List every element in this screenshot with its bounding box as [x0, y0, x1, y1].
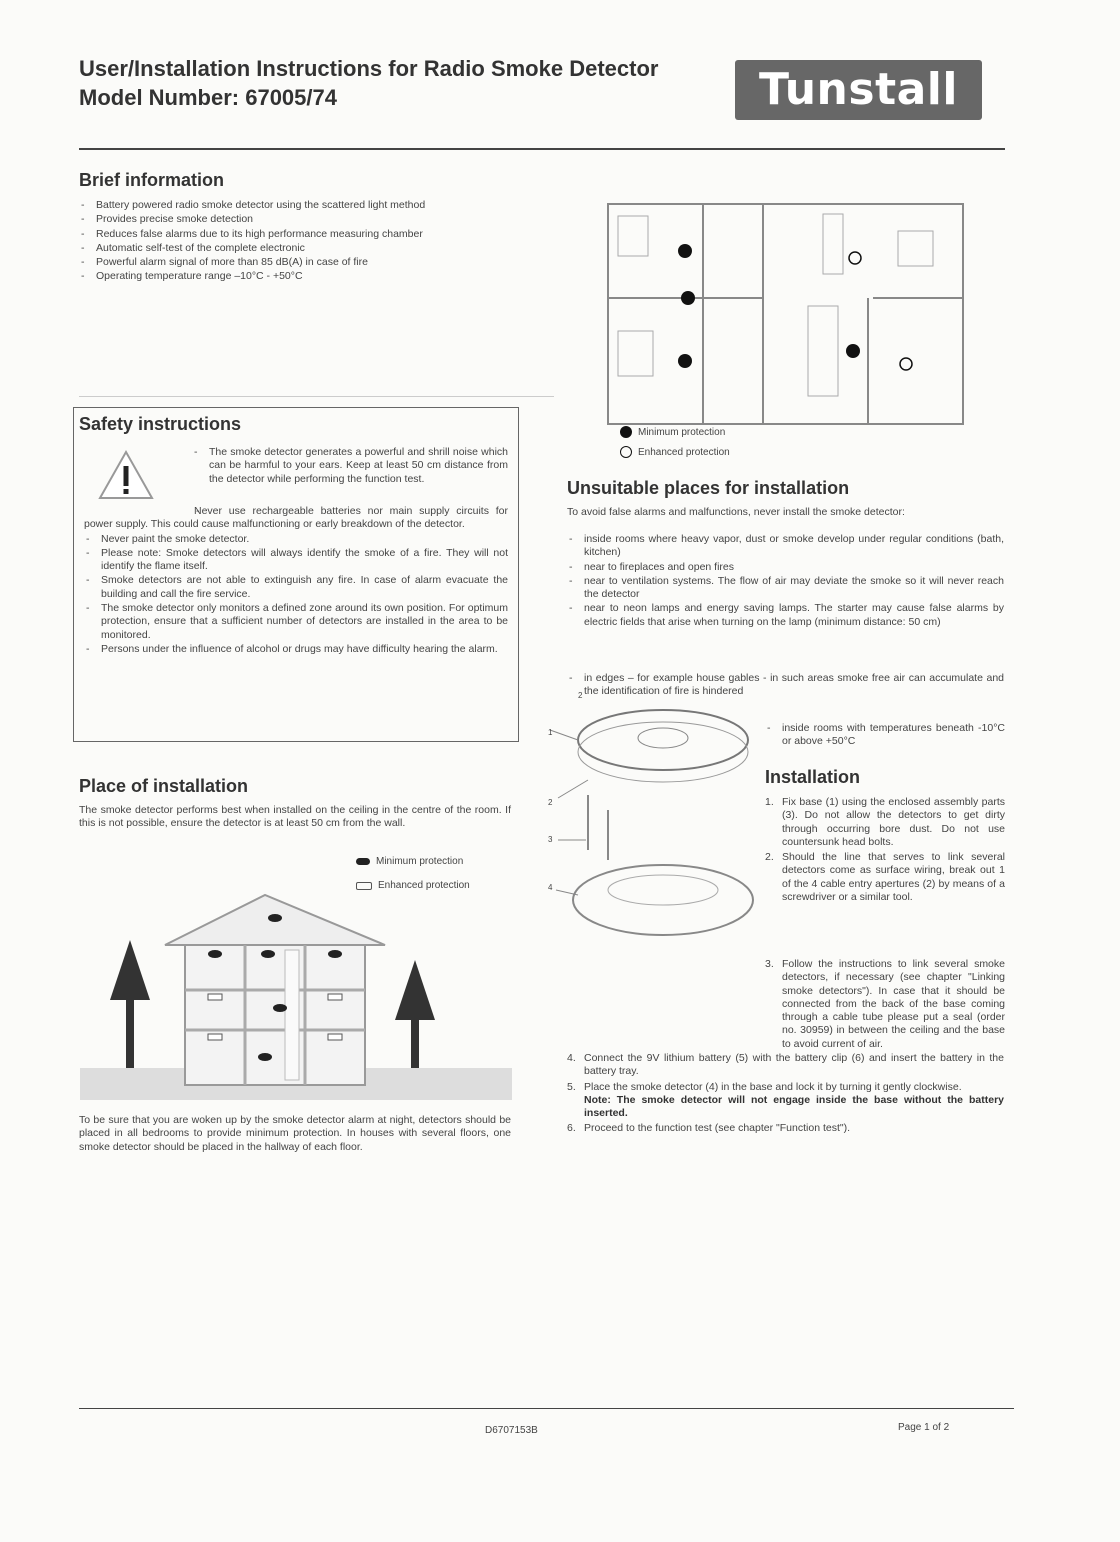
- legend-enhanced: Enhanced protection: [356, 880, 470, 891]
- list-item: - inside rooms where heavy vapor, dust or smoke develop under regular conditions (bath, kitchen): [567, 533, 1004, 560]
- list-item: - Persons under the influence of alcohol or drugs may have difficulty hearing the alarm.: [84, 643, 508, 656]
- tunstall-logo: Tunstall: [735, 60, 982, 120]
- filled-circle-icon: [620, 426, 632, 438]
- list-item: - near to fireplaces and open fires: [567, 561, 1004, 574]
- list-item: - The smoke detector generates a powerful and shrill noise which can be harmful to your ears. Keep at least 50 cm distance from the detector while performing the function test.: [192, 446, 508, 486]
- unsuitable-intro: To avoid false alarms and malfunctions, never install the smoke detector:: [567, 506, 905, 518]
- warning-icon: [98, 448, 154, 507]
- floorplan-legend-enhanced: Enhanced protection: [620, 446, 730, 458]
- installation-note: Note: The smoke detector will not engage inside the base without the battery inserted.: [584, 1093, 1004, 1120]
- enhanced-marker-icon: [356, 882, 372, 890]
- brief-heading: Brief information: [79, 170, 225, 190]
- list-item-text: - in edges – for example house gables - in such areas smoke free air can accumulate and the identification of fire is hindered: [584, 672, 1004, 698]
- legend-minimum: Minimum protection: [356, 856, 463, 867]
- title-line-1: User/Installation Instructions for Radio Smoke Detector: [79, 56, 659, 81]
- detector-base-drawing: [548, 690, 758, 985]
- list-item: - Please note: Smoke detectors will always identify the smoke of a fire. They will not identify the flame itself.: [84, 547, 508, 574]
- divider: [79, 396, 554, 397]
- list-item: - Battery powered radio smoke detector using the scattered light method: [79, 199, 509, 212]
- list-item: - Never use rechargeable batteries nor main supply circuits for power supply. This could cause malfunctioning or early breakdown of the detector.: [84, 505, 508, 532]
- hollow-circle-icon: [620, 446, 632, 458]
- label-2: 2: [578, 691, 583, 700]
- document-title: [79, 54, 658, 112]
- list-item: - Smoke detectors are not able to extinguish any fire. In case of alarm evacuate the building and call the fire service.: [84, 574, 508, 601]
- label-2b: 2: [548, 798, 553, 807]
- place-intro: The smoke detector performs best when installed on the ceiling in the centre of the room. If this is not possible, ensure the detector is at least 50 cm from the wall.: [79, 804, 511, 830]
- brief-list: [79, 199, 509, 285]
- title-line-2: Model Number: 67005/74: [79, 85, 337, 110]
- list-item: - Operating temperature range –10°C - +50°C: [79, 270, 509, 283]
- step-item: 6. Proceed to the function test (see chapter "Function test").: [567, 1122, 851, 1135]
- list-item: - Powerful alarm signal of more than 85 dB(A) in case of fire: [79, 256, 509, 269]
- safety-box: [73, 407, 519, 742]
- label-3: 3: [548, 835, 553, 844]
- list-item: - Provides precise smoke detection: [79, 213, 509, 226]
- step-item: 2. Should the line that serves to link several detectors come as surface wiring, break out 1 of the 4 cable entry apertures (2) by means of a screwdriver or a similar tool.: [765, 851, 1005, 904]
- unsuitable-heading: Unsuitable places for installation: [567, 478, 850, 498]
- floor-plan-illustration: [603, 186, 968, 435]
- footer-rule: [79, 1408, 1014, 1409]
- header-rule: [79, 148, 1005, 150]
- list-item: - inside rooms with temperatures beneath -10°C or above +50°C: [765, 722, 1005, 749]
- list-item: - near to neon lamps and energy saving lamps. The starter may cause false alarms by electric fields that arise when turning on the lamp (minimum distance: 50 cm): [567, 602, 1004, 629]
- place-outro: To be sure that you are woken up by the smoke detector alarm at night, detectors should be placed in all bedrooms to provide minimum protection. In houses with several floors, one smoke detector should be placed in the hallway of each floor.: [79, 1114, 511, 1153]
- minimum-marker-icon: [356, 858, 370, 865]
- label-4: 4: [548, 883, 553, 892]
- step-item: 4. Connect the 9V lithium battery (5) with the battery clip (6) and insert the battery in the battery tray.: [567, 1052, 1004, 1078]
- step-item: 5. Place the smoke detector (4) in the base and lock it by turning it gently clockwise. Note: The smoke detector will not engage inside the base without the battery inserted.: [567, 1080, 1004, 1120]
- list-item: - Reduces false alarms due to its high performance measuring chamber: [79, 228, 509, 241]
- step-item: 1. Fix base (1) using the enclosed assembly parts (3). Do not allow the detectors to get dirty through occurring bore dust. Do not use countersunk head bolts.: [765, 796, 1005, 848]
- step-item: 3. Follow the instructions to link several smoke detectors, if necessary (see chapter "Linking smoke detectors"). In case that it should be connected from the back of the base coming through a cable tube please put a seal (order no. 30959) in between the ceiling and the base to avoid current of air.: [765, 958, 1005, 1050]
- document-code: D6707153B: [485, 1425, 538, 1436]
- floorplan-legend-minimum: Minimum protection: [620, 426, 725, 438]
- page-number: Page 1 of 2: [898, 1422, 950, 1433]
- place-heading: Place of installation: [79, 776, 249, 796]
- safety-heading: Safety instructions: [79, 414, 242, 434]
- label-1: 1: [548, 728, 553, 737]
- list-item: - near to ventilation systems. The flow of air may deviate the smoke so it will never reach the detector: [567, 575, 1004, 602]
- list-item: - Never paint the smoke detector.: [84, 533, 508, 546]
- installation-heading: Installation: [765, 767, 861, 787]
- list-item: - The smoke detector only monitors a defined zone around its own position. For optimum protection, ensure that a sufficient number of detectors are installed in the area to be monitored.: [84, 602, 508, 642]
- list-item: - Automatic self-test of the complete electronic: [79, 242, 509, 255]
- house-illustration: [80, 890, 512, 1105]
